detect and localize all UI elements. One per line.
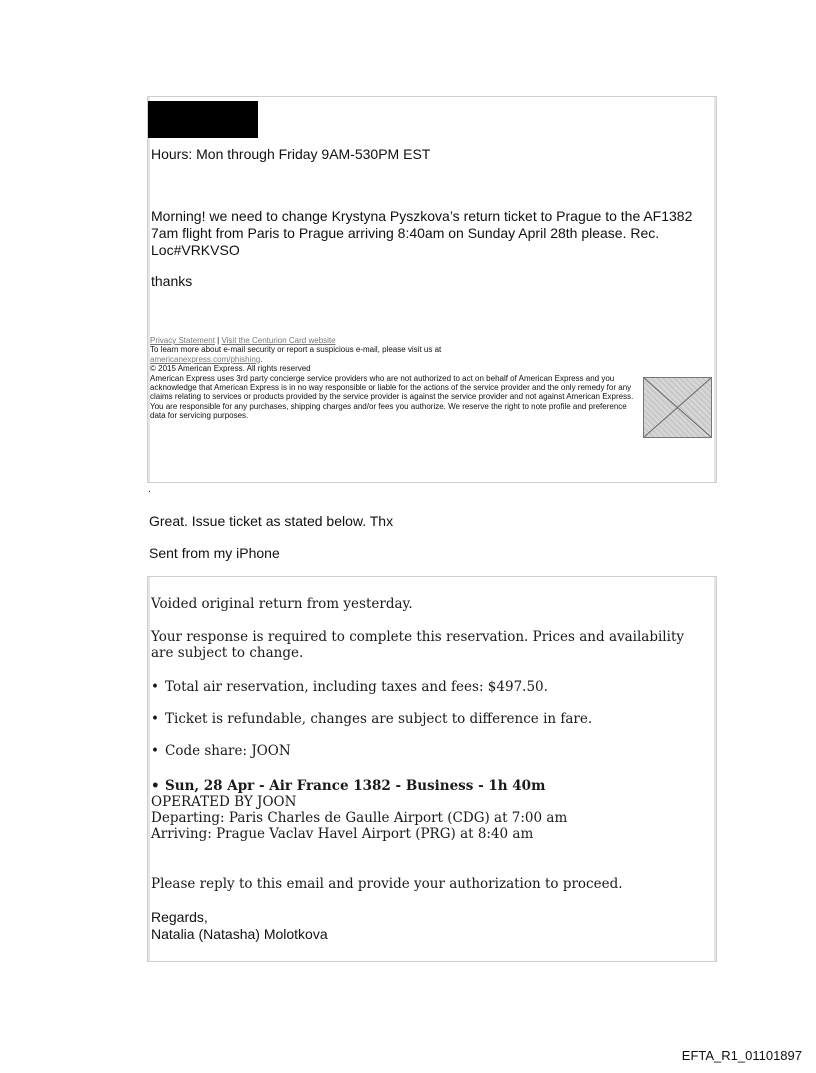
thanks-text: thanks <box>151 273 193 289</box>
voided-text: Voided original return from yesterday. <box>151 596 413 612</box>
flight-details <box>151 778 567 842</box>
bullet-codeshare-text: Code share: JOON <box>165 743 291 759</box>
flight-title: Sun, 28 Apr - Air France 1382 - Business - 1h 40m <box>165 778 546 794</box>
bullet-total <box>151 679 548 695</box>
regards-text: Regards, <box>151 909 208 925</box>
phishing-trail: . <box>260 354 263 364</box>
broken-image-icon <box>643 377 712 438</box>
reply-prompt: Please reply to this email and provide your authorization to proceed. <box>151 876 623 892</box>
bullet-refundable-text: Ticket is refundable, changes are subject to difference in fare. <box>165 711 593 727</box>
phishing-link[interactable]: americanexpress.com/phishing <box>150 354 261 364</box>
reply-text: Great. Issue ticket as stated below. Thx <box>149 513 394 529</box>
copyright-text: © 2015 American Express. All rights reserved <box>150 364 311 374</box>
document-id: EFTA_R1_01101897 <box>681 1048 802 1063</box>
sender-name: Natalia (Natasha) Molotkova <box>151 926 328 942</box>
privacy-statement-link[interactable]: Privacy Statement <box>150 336 215 345</box>
operated-by: OPERATED BY JOON <box>151 794 297 810</box>
required-text: Your response is required to complete this reservation. Prices and availability are subject to change. <box>151 629 684 661</box>
link-separator: | <box>214 336 222 345</box>
amex-footer <box>150 336 642 421</box>
security-text: To learn more about e-mail security or report a suspicious e-mail, please visit us at <box>150 345 442 355</box>
bullet-codeshare <box>151 743 291 759</box>
bullet-total-text: Total air reservation, including taxes and fees: $497.50. <box>165 679 548 695</box>
hours-text: Hours: Mon through Friday 9AM-530PM EST <box>151 146 431 162</box>
separator-dot: . <box>148 484 151 495</box>
bullet-refundable <box>151 711 592 727</box>
message-text: Morning! we need to change Krystyna Pyszkova’s return ticket to Prague to the AF1382 7am flight from Paris to Prague arriving 8:40am on Sunday April 28th please. Rec. Loc#VRKVSO <box>151 208 693 258</box>
arriving-text: Arriving: Prague Vaclav Havel Airport (PRG) at 8:40 am <box>151 826 534 842</box>
disclaimer-text: American Express uses 3rd party concierge service providers who are not authorized to act on behalf of American Express and you acknowledge that American Express is in no way responsible or liable for the actions of the service provider and the only remedy for any claims relating to services or products provided by the service provider is against the service provider and not against American Express. You are responsible for any purchases, shipping charges and/or fees you authorize. We reserve the right to note profile and preference data for servicing purposes. <box>150 373 634 421</box>
centurion-card-link[interactable]: Visit the Centurion Card website <box>221 336 336 345</box>
reply-signature: Sent from my iPhone <box>149 545 280 561</box>
redaction-block <box>148 101 258 138</box>
departing-text: Departing: Paris Charles de Gaulle Airport (CDG) at 7:00 am <box>151 810 568 826</box>
